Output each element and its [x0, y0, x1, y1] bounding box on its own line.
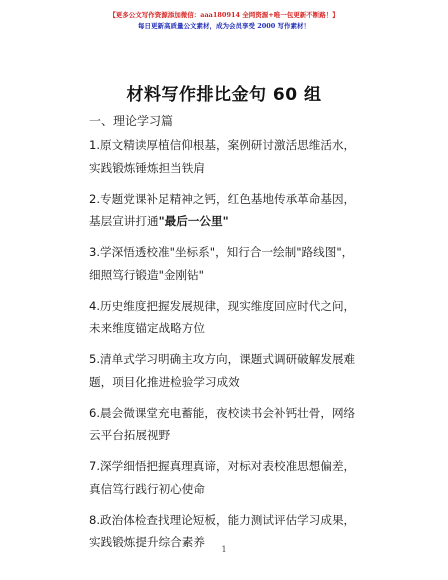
list-item: 8.政治体检查找理论短板，能力测试评估学习成果，实践锻炼提升综合素养: [89, 512, 356, 549]
list-item: 1.原文精读厚植信仰根基，案例研讨激活思维活水，实践锻炼锤炼担当铁肩: [89, 138, 356, 175]
emphasis-text: "最后一公里": [158, 214, 229, 228]
banner-line-1: 【更多公文写作资源添加微信：aaa180914 全网资源+唯一包更新不断路！】: [109, 11, 339, 19]
list-item: 7.深学细悟把握真理真谛，对标对表校准思想偏差，真信笃行践行初心使命: [89, 459, 356, 496]
list-item: 3.学深悟透校准"坐标系"，知行合一绘制"路线图"，细照笃行锻造"金刚钻": [89, 245, 354, 282]
list-item: 4.历史维度把握发展规律，现实维度回应时代之问，未来维度锚定战略方位: [89, 298, 356, 335]
list-item: 2.专题党课补足精神之钙，红色基地传承革命基因，基层宣讲打通"最后一公里": [89, 191, 356, 228]
list-item: 6.晨会微课堂充电蓄能，夜校读书会补钙壮骨，网络云平台拓展视野: [89, 405, 356, 442]
list-item: 5.清单式学习明确主攻方向，课题式调研破解发展难题，项目化推进检验学习成效: [89, 352, 356, 389]
item-list: [89, 134, 361, 562]
banner-line-2: 每日更新高质量公文素材，成为会员享受 2000 写作素材！: [137, 22, 311, 30]
promo-banner: [0, 10, 448, 32]
section-heading: 一、理论学习篇: [89, 114, 174, 128]
page-number: 1: [221, 545, 227, 554]
document-title: 材料写作排比金句 60 组: [126, 85, 322, 105]
